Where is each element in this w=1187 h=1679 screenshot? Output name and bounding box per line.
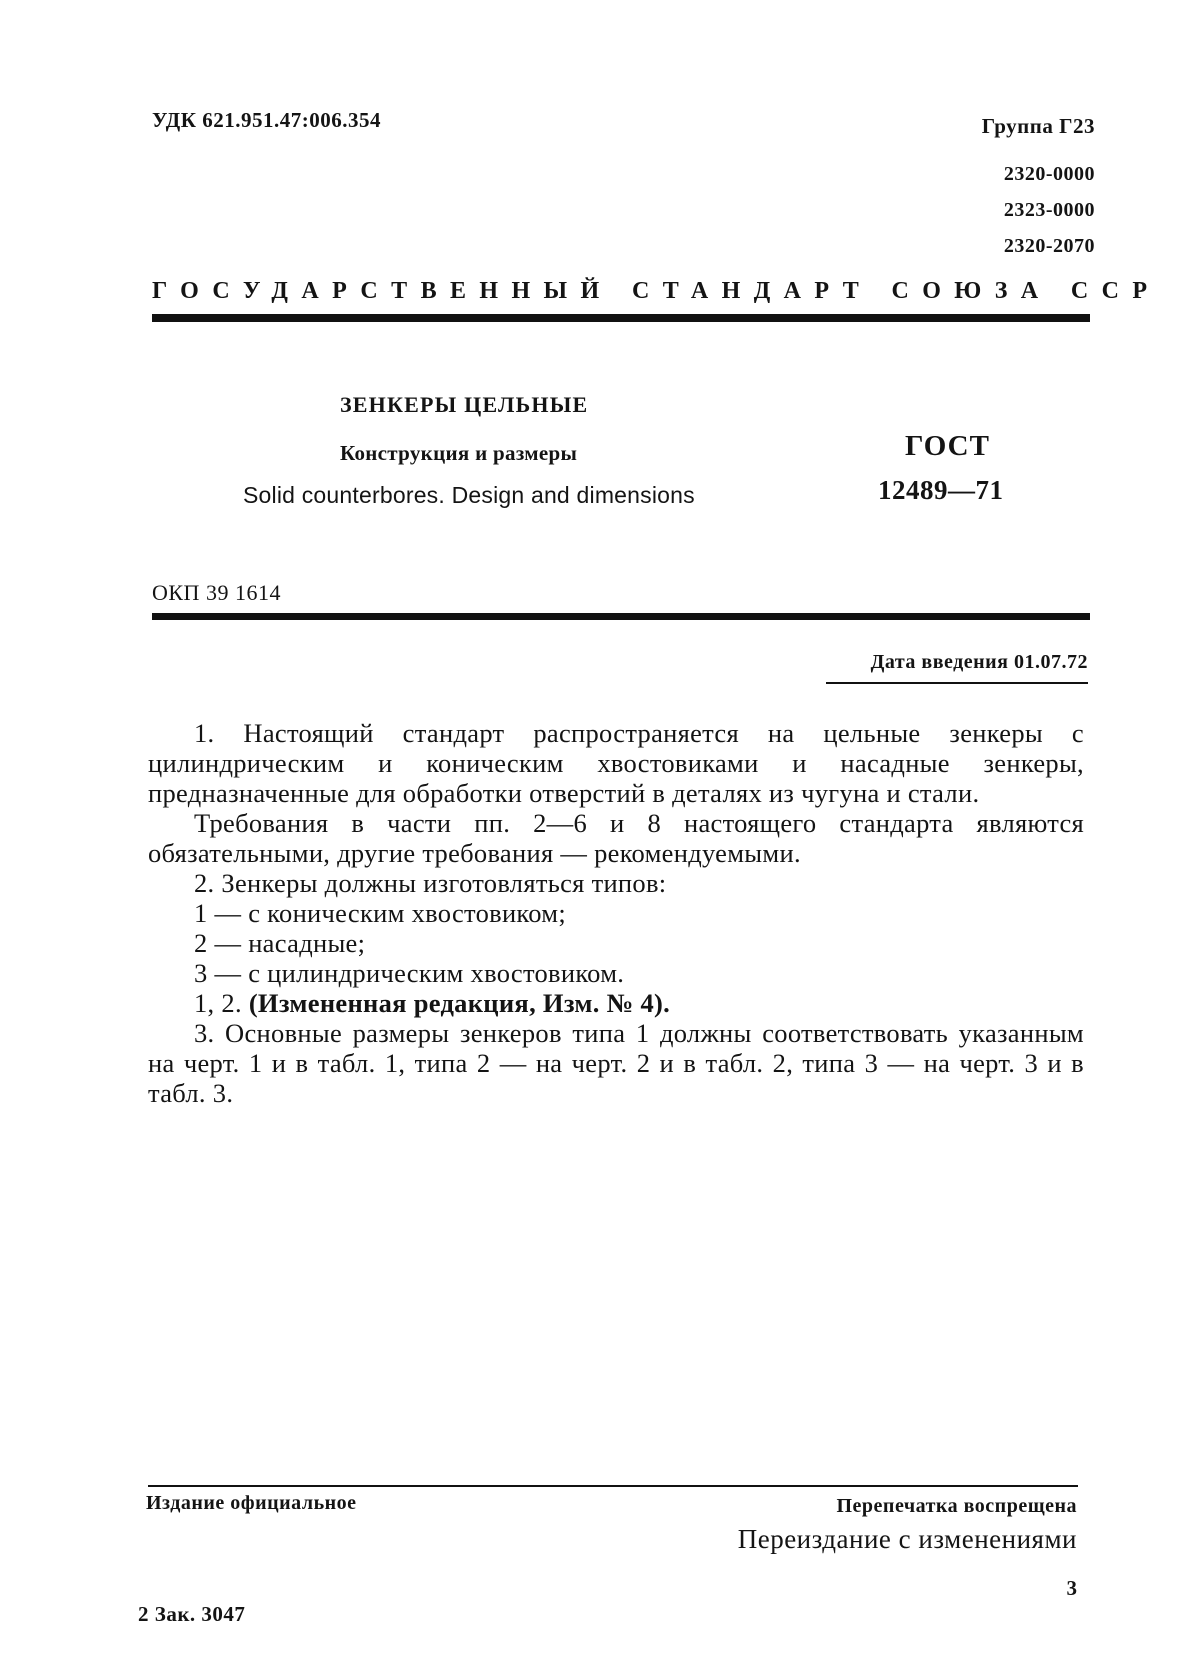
reissue-note: Переиздание с изменениями: [737, 1524, 1077, 1554]
page-number: 3: [1066, 1576, 1077, 1600]
body-text: [148, 718, 1084, 1108]
gost-label: ГОСТ: [905, 430, 990, 462]
order-number: 2 Зак. 3047: [138, 1602, 246, 1626]
introduction-date: Дата введения 01.07.72: [870, 651, 1088, 673]
document-title-english: Solid counterbores. Design and dimensions: [243, 482, 695, 508]
okp-divider: [152, 613, 1090, 620]
state-standard-title: ГОСУДАРСТВЕННЫЙ СТАНДАРТ СОЮЗА ССР: [152, 278, 1161, 304]
header-divider: [152, 314, 1090, 322]
amendment-text: (Измененная редакция, Изм. № 4).: [248, 988, 671, 1018]
official-edition: Издание официальное: [146, 1492, 357, 1514]
reprint-prohibited: Перепечатка воспрещена: [836, 1495, 1077, 1517]
paragraph-types: 2. Зенкеры должны изготовляться типов:: [194, 868, 667, 898]
amendment-prefix: 1, 2.: [194, 988, 249, 1018]
type-item: 3 — с цилиндрическим хвостовиком.: [194, 958, 625, 988]
document-title: ЗЕНКЕРЫ ЦЕЛЬНЫЕ: [340, 392, 589, 417]
footer-divider: [148, 1485, 1078, 1487]
paragraph-dimensions: 3. Основные размеры зенкеров типа 1 должны соответствовать указанным на черт. 1 и в табл. 1, типа 2 — на черт. 2 и в табл. 2, типа 3 — на черт. 3 и в табл. 3.: [148, 1018, 1084, 1108]
udk-code: УДК 621.951.47:006.354: [152, 108, 381, 132]
code-line: 2323-0000: [1003, 199, 1095, 221]
code-line: 2320-2070: [1003, 235, 1095, 257]
group-code: Группа Г23: [981, 114, 1095, 138]
code-line: 2320-0000: [1003, 163, 1095, 185]
type-item: 2 — насадные;: [194, 928, 366, 958]
document-subtitle: Конструкция и размеры: [340, 441, 578, 465]
gost-number: 12489—71: [878, 475, 1004, 505]
paragraph-scope: 1. Настоящий стандарт распространяется на цельные зенкеры с цилиндрическим и коническим хвостовиками и насадные зенкеры, предназначенные для обработки отверстий в деталях из чугуна и стали.: [148, 718, 1084, 808]
classification-codes: [1004, 156, 1095, 264]
type-item: 1 — с коническим хвостовиком;: [194, 898, 567, 928]
paragraph-requirements: Требования в части пп. 2—6 и 8 настоящего стандарта являются обязательными, другие требования — рекомендуемыми.: [148, 808, 1084, 868]
date-underline: [826, 682, 1088, 684]
okp-code: ОКП 39 1614: [152, 580, 281, 605]
amendment-note: [148, 988, 1084, 1018]
